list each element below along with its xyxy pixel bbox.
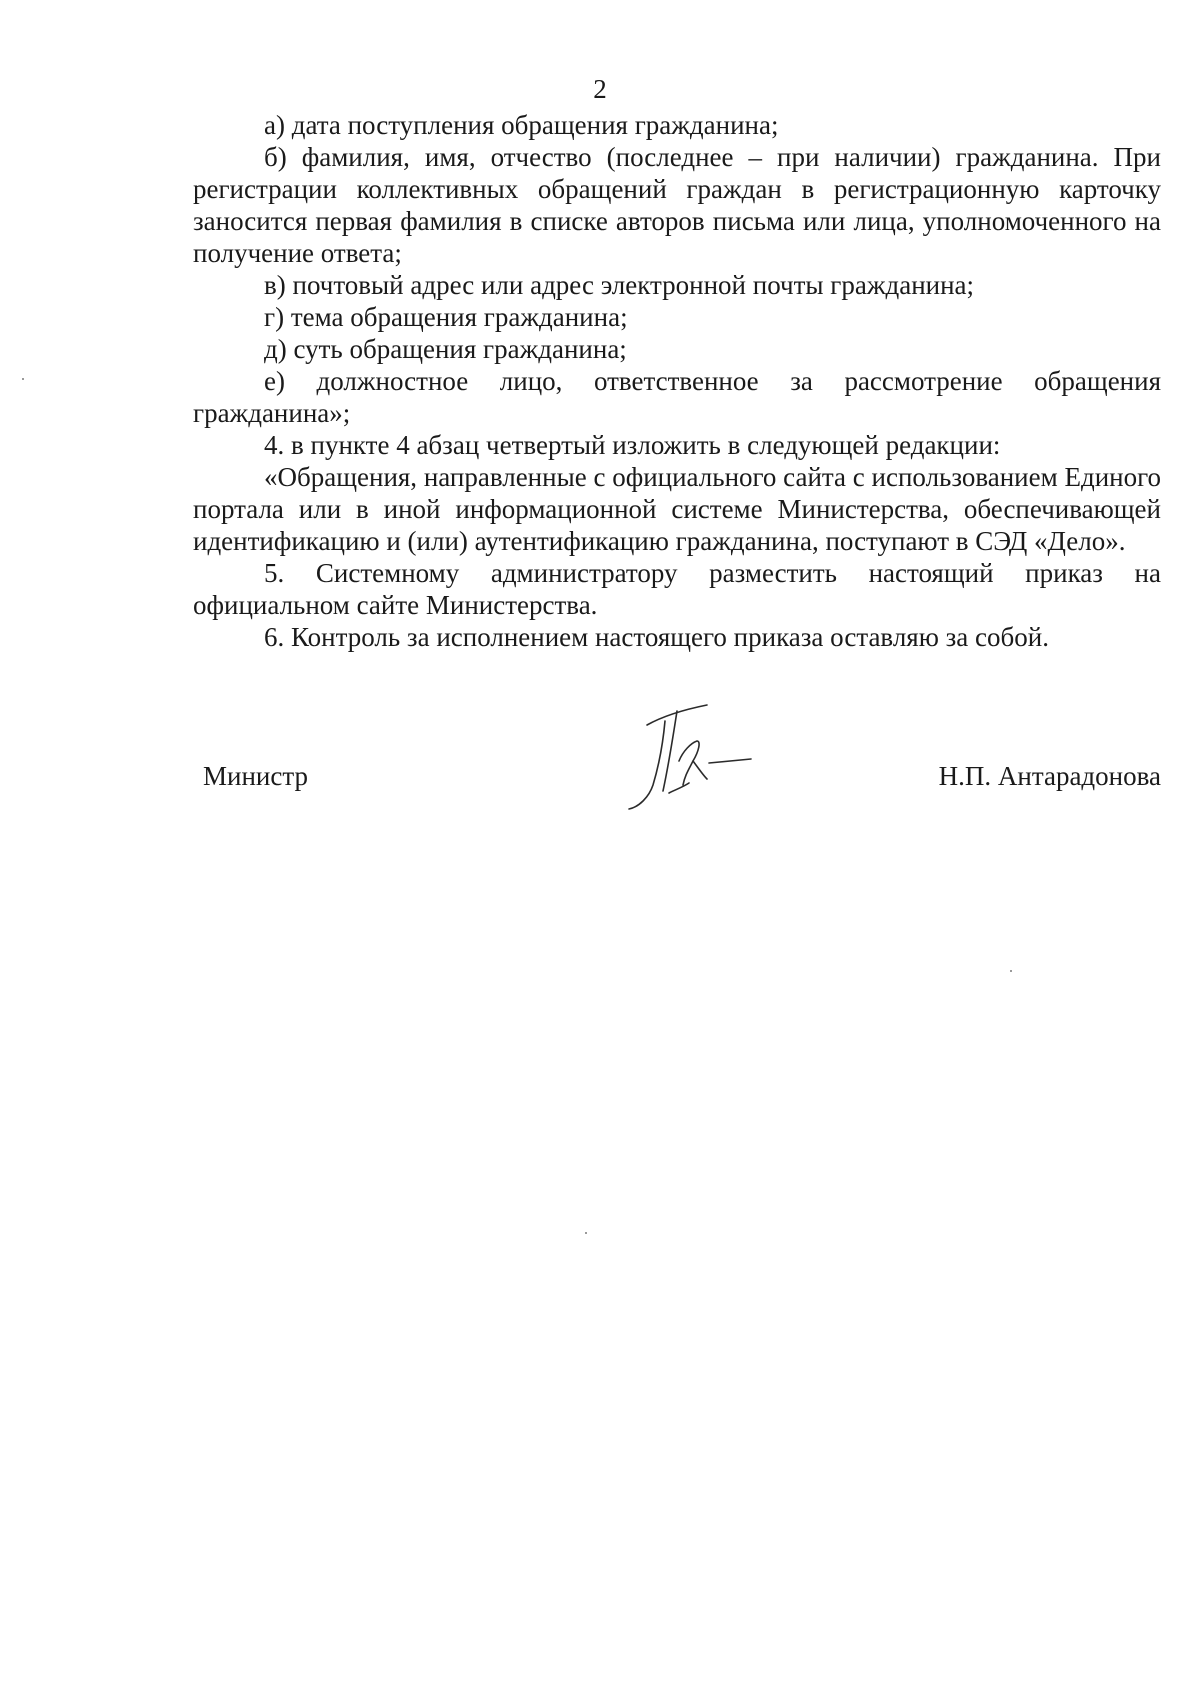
paragraph-item-b: б) фамилия, имя, отчество (последнее – при наличии) гражданина. При регистрации коллективных обращений граждан в регистрационную карточку заносится первая фамилия в списке авторов письма или лица, уполномоченного на получение ответа; <box>193 142 1161 268</box>
scan-speck <box>585 1232 587 1234</box>
document-body <box>193 109 1161 653</box>
paragraph-item-v: в) почтовый адрес или адрес электронной почты гражданина; <box>264 270 975 300</box>
scan-speck <box>22 378 24 380</box>
paragraph-point-6: 6. Контроль за исполнением настоящего приказа оставляю за собой. <box>264 622 1049 652</box>
paragraph-quoted-text: «Обращения, направленные с официального сайта с использованием Единого портала или в иной информационной системе Министерства, обеспечивающей идентификацию и (или) аутентификацию гражданина, поступают в СЭД «Дело». <box>193 462 1161 556</box>
scan-speck <box>1010 970 1012 972</box>
handwritten-signature <box>625 703 760 813</box>
page-number: 2 <box>593 74 607 104</box>
paragraph-item-g: г) тема обращения гражданина; <box>264 302 628 332</box>
paragraph-point-4: 4. в пункте 4 абзац четвертый изложить в следующей редакции: <box>264 430 1001 460</box>
paragraph-item-e: е) должностное лицо, ответственное за рассмотрение обращения гражданина»; <box>193 366 1161 428</box>
paragraph-point-5: 5. Системному администратору разместить настоящий приказ на официальном сайте Министерства. <box>193 558 1161 620</box>
paragraph-item-d: д) суть обращения гражданина; <box>264 334 627 364</box>
paragraph-item-a: а) дата поступления обращения гражданина; <box>264 110 779 140</box>
signatory-position: Министр <box>203 761 308 791</box>
signatory-name: Н.П. Антарадонова <box>938 761 1161 791</box>
